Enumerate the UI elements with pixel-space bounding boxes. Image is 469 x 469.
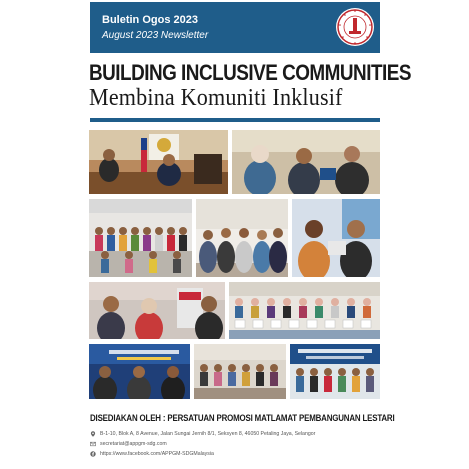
photo-group-event xyxy=(89,199,192,277)
photo-official-meeting xyxy=(89,130,228,194)
photo-five-men xyxy=(196,199,288,277)
photo-book-presentation xyxy=(232,130,380,194)
address-row xyxy=(90,429,380,438)
photo-outdoor-banner xyxy=(290,344,380,399)
photo-certificate-handover xyxy=(292,199,380,277)
divider-rule xyxy=(90,118,380,122)
newsletter-subtitle: August 2023 Newsletter xyxy=(102,30,209,41)
photo-award-event xyxy=(89,282,225,339)
seal-logo-icon xyxy=(335,7,375,47)
header-band xyxy=(90,2,380,53)
facebook-icon xyxy=(90,451,96,457)
facebook-link[interactable]: https://www.facebook.com/APPGM-SDGMalaysia xyxy=(100,450,214,457)
location-pin-icon xyxy=(90,431,96,437)
address-text: B-1-10, Blok A, 8 Avenue, Jalan Sungai Jernih 8/1, Seksyen 8, 46050 Petaling Jaya, Selangor xyxy=(100,430,316,437)
headline-english: BUILDING INCLUSIVE COMMUNITIES xyxy=(89,60,411,85)
headline-malay: Membina Komuniti Inklusif xyxy=(89,85,343,111)
photo-certificate-group xyxy=(229,282,380,339)
facebook-row xyxy=(90,449,380,458)
photo-seated-group xyxy=(194,344,286,399)
email-row xyxy=(90,439,380,448)
email-text[interactable]: secretariat@appgm-sdg.com xyxy=(100,440,167,447)
photo-banner-event xyxy=(89,344,190,399)
prepared-by-line: DISEDIAKAN OLEH : PERSATUAN PROMOSI MATLAMAT PEMBANGUNAN LESTARI xyxy=(90,413,395,423)
newsletter-title: Buletin Ogos 2023 xyxy=(102,14,198,26)
email-icon xyxy=(90,441,96,447)
